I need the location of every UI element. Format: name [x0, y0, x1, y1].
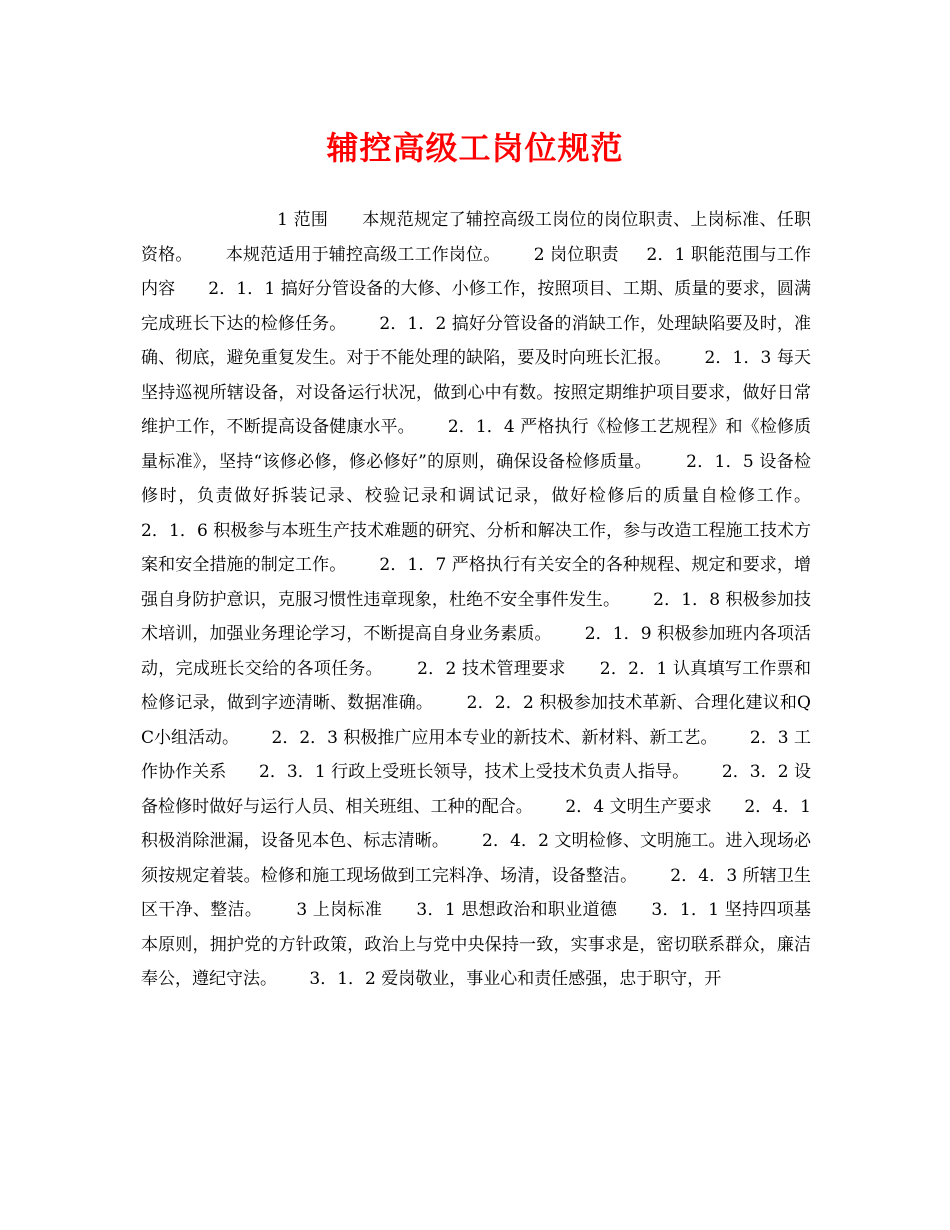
document-title: 辅控高级工岗位规范	[326, 129, 624, 167]
document-body: 1 范围 本规范规定了辅控高级工岗位的岗位职责、上岗标准、任职资格。 本规范适用于辅控高级工工作岗位。 2 岗位职责 2．1 职能范围与工作内容 2．1．1 搞好分管设备的大修、小修工作，按照项目、工期、质量的要求，圆满完成班长下达的检修任务。 2．1．2 搞好分管设备的消缺工作，处理缺陷要及时，准确、彻底，避免重复发生。对于不能处理的缺陷，要及时向班长汇报。 2．1．3 每天坚持巡视所辖设备，对设备运行状况，做到心中有数。按照定期维护项目要求，做好日常维护工作，不断提高设备健康水平。 2．1．4 严格执行《检修工艺规程》和《检修质量标准》，坚持“该修必修，修必修好”的原则，确保设备检修质量。 2．1．5 设备检修时，负责做好拆装记录、校验记录和调试记录，做好检修后的质量自检修工作。 2．1．6 积极参与本班生产技术难题的研究、分析和解决工作，参与改造工程施工技术方案和安全措施的制定工作。 2．1．7 严格执行有关安全的各种规程、规定和要求，增强自身防护意识，克服习惯性违章现象，杜绝不安全事件发生。 2．1．8 积极参加技术培训，加强业务理论学习，不断提高自身业务素质。 2．1．9 积极参加班内各项活动，完成班长交给的各项任务。 2．2 技术管理要求 2．2．1 认真填写工作票和检修记录，做到字迹清晰、数据准确。 2．2．2 积极参加技术革新、合理化建议和QC小组活动。 2．2．3 积极推广应用本专业的新技术、新材料、新工艺。 2．3 工作协作关系 2．3．1 行政上受班长领导，技术上受技术负责人指导。 2．3．2 设备检修时做好与运行人员、相关班组、工种的配合。 2．4 文明生产要求 2．4．1 积极消除泄漏，设备见本色、标志清晰。 2．4．2 文明检修、文明施工。进入现场必须按规定着装。检修和施工现场做到工完料净、场清，设备整洁。 2．4．3 所辖卫生区干净、整洁。 3 上岗标准 3．1 思想政治和职业道德 3．1．1 坚持四项基本原则，拥护党的方针政策，政治上与党中央保持一致，实事求是，密切联系群众，廉洁奉公，遵纪守法。 3．1．2 爱岗敬业，事业心和责任感强，忠于职守，开	[141, 210, 844, 989]
